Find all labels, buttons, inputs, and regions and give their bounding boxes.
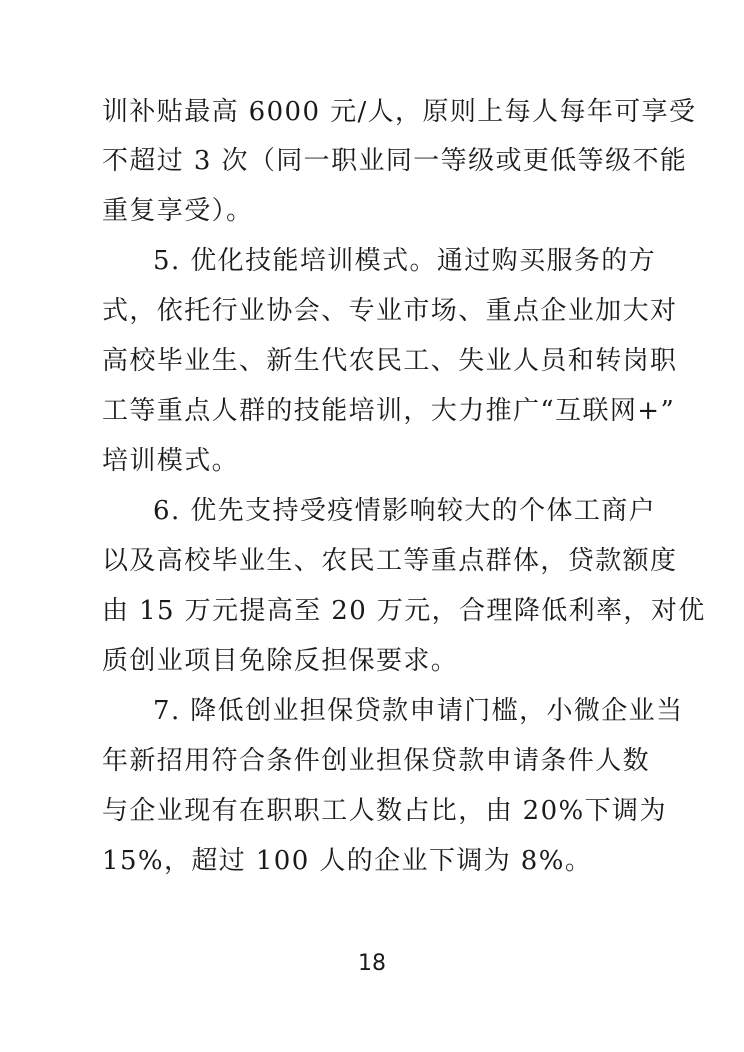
- paragraph-7-line-1: 7. 降低创业担保贷款申请门槛，小微企业当: [153, 696, 684, 726]
- page-number: 18: [358, 951, 386, 976]
- paragraph-1-line-2: 不超过 3 次（同一职业同一等级或更低等级不能: [102, 146, 688, 176]
- paragraph-5-line-4: 工等重点人群的技能培训，大力推广“互联网+”: [102, 396, 676, 426]
- paragraph-7-line-3: 与企业现有在职职工人数占比，由 20%下调为: [102, 796, 667, 826]
- paragraph-5-line-2: 式，依托行业协会、专业市场、重点企业加大对: [102, 296, 678, 326]
- paragraph-6-line-1: 6. 优先支持受疫情影响较大的个体工商户: [153, 496, 657, 526]
- paragraph-1-line-3: 重复享受）。: [102, 196, 254, 226]
- paragraph-7-line-4: 15%，超过 100 人的企业下调为 8%。: [102, 846, 593, 876]
- paragraph-7-line-2: 年新招用符合条件创业担保贷款申请条件人数: [102, 746, 651, 776]
- paragraph-5-line-5: 培训模式。: [102, 446, 240, 476]
- paragraph-6-line-2: 以及高校毕业生、农民工等重点群体，贷款额度: [102, 546, 678, 576]
- paragraph-6-line-3: 由 15 万元提高至 20 万元，合理降低利率，对优: [102, 596, 706, 626]
- paragraph-6-line-4: 质创业项目免除反担保要求。: [102, 646, 459, 676]
- paragraph-5-line-1: 5. 优化技能培训模式。通过购买服务的方: [153, 246, 657, 276]
- paragraph-1-line-1: 训补贴最高 6000 元/人，原则上每人每年可享受: [102, 97, 697, 127]
- paragraph-5-line-3: 高校毕业生、新生代农民工、失业人员和转岗职: [102, 346, 678, 376]
